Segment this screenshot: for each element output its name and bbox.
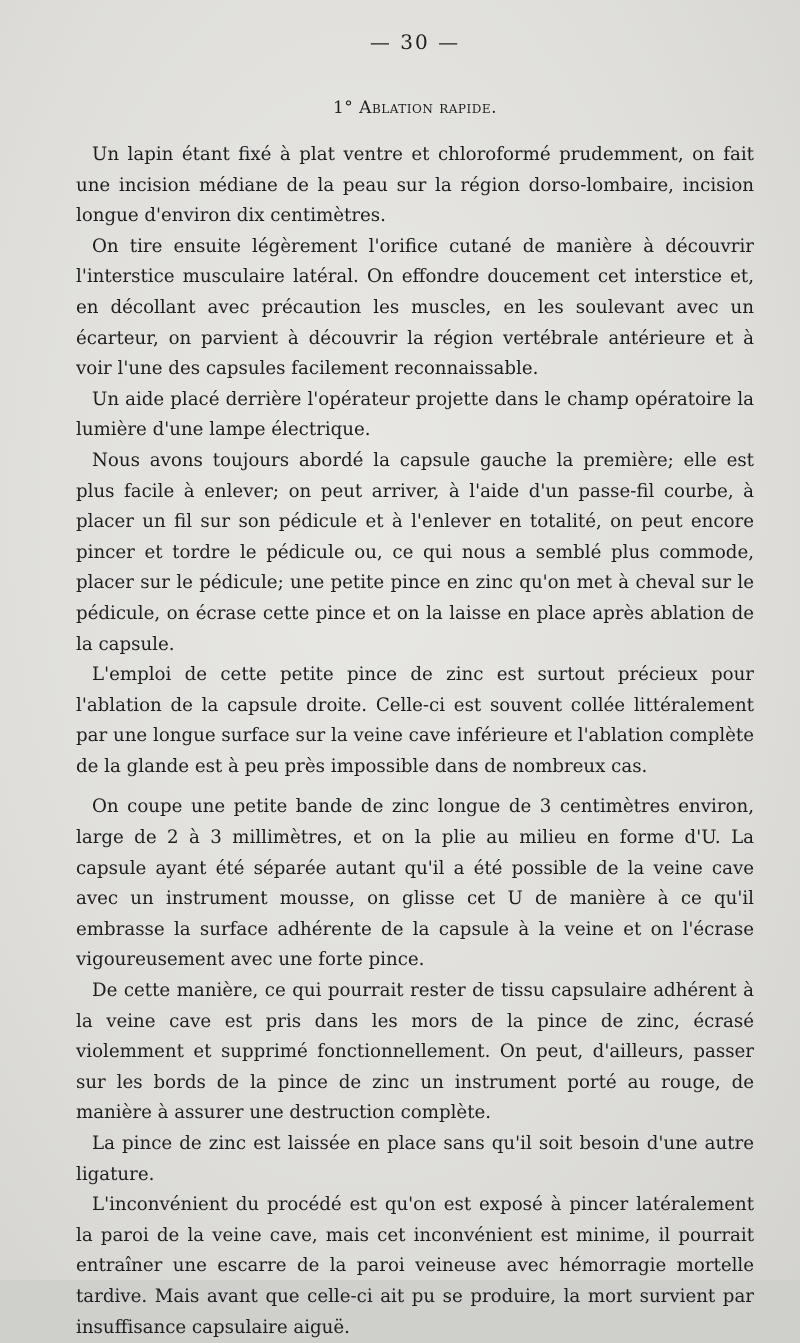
body-text <box>76 140 754 1343</box>
paragraph: Un aide placé derrière l'opérateur projette dans le champ opératoire la lumière d'une lampe électrique. <box>76 388 754 441</box>
paragraph: Nous avons toujours abordé la capsule gauche la première; elle est plus facile à enlever; on peut arriver, à l'aide d'un passe-fil courbe, à placer un fil sur son pédicule et à l'enlever en totalité, on peut encore pincer et tordre le pédicule ou, ce qui nous a semblé plus commode, placer sur le pédicule; une petite pince en zinc qu'on met à cheval sur le pédicule, on écrase cette pince et on la laisse en place après ablation de la capsule. <box>76 449 754 655</box>
paragraph: De cette manière, ce qui pourrait rester de tissu capsulaire adhérent à la veine cave est pris dans les mors de la pince de zinc, écrasé violemment et supprimé fonctionnellement. On peut, d'ailleurs, passer sur les bords de la pince de zinc un instrument porté au rouge, de manière à assurer une destruction complète. <box>76 980 754 1124</box>
section-heading: 1° Ablation rapide. <box>332 98 498 118</box>
paragraph: La pince de zinc est laissée en place sans qu'il soit besoin d'une autre ligature. <box>76 1133 754 1185</box>
paragraph: Un lapin étant fixé à plat ventre et chloroformé prudemment, on fait une incision médiane de la peau sur la région dorso-lombaire, incision longue d'environ dix centimètres. <box>76 144 754 227</box>
paragraph: On coupe une petite bande de zinc longue de 3 centimètres environ, large de 2 à 3 millimètres, et on la plie au milieu en forme d'U. La capsule ayant été séparée autant qu'il a été possible de la veine cave avec un instrument mousse, on glisse cet U de manière à ce qu'il embrasse la surface adhérente de la capsule à la veine et on l'écrase vigoureusement avec une forte pince. <box>76 796 754 971</box>
paragraph: L'emploi de cette petite pince de zinc est surtout précieux pour l'ablation de la capsule droite. Celle-ci est souvent collée littéralement par une longue surface sur la veine cave inférieure et l'ablation complète de la glande est à peu près impossible dans de nombreux cas. <box>76 664 754 777</box>
page-number: — 30 — <box>369 30 461 54</box>
paragraph: On tire ensuite légèrement l'orifice cutané de manière à découvrir l'interstice musculaire latéral. On effondre doucement cet interstice et, en décollant avec précaution les muscles, en les soulevant avec un écarteur, on parvient à découvrir la région vertébrale antérieure et à voir l'une des capsules facilement reconnaissable. <box>76 235 754 380</box>
paragraph: L'inconvénient du procédé est qu'on est exposé à pincer latéralement la paroi de la veine cave, mais cet inconvénient est minime, il pourrait entraîner une escarre de la paroi veineuse avec hémorragie mortelle tardive. Mais avant que celle-ci ait pu se produire, la mort survient par insuffisance capsulaire aiguë. <box>76 1194 754 1338</box>
